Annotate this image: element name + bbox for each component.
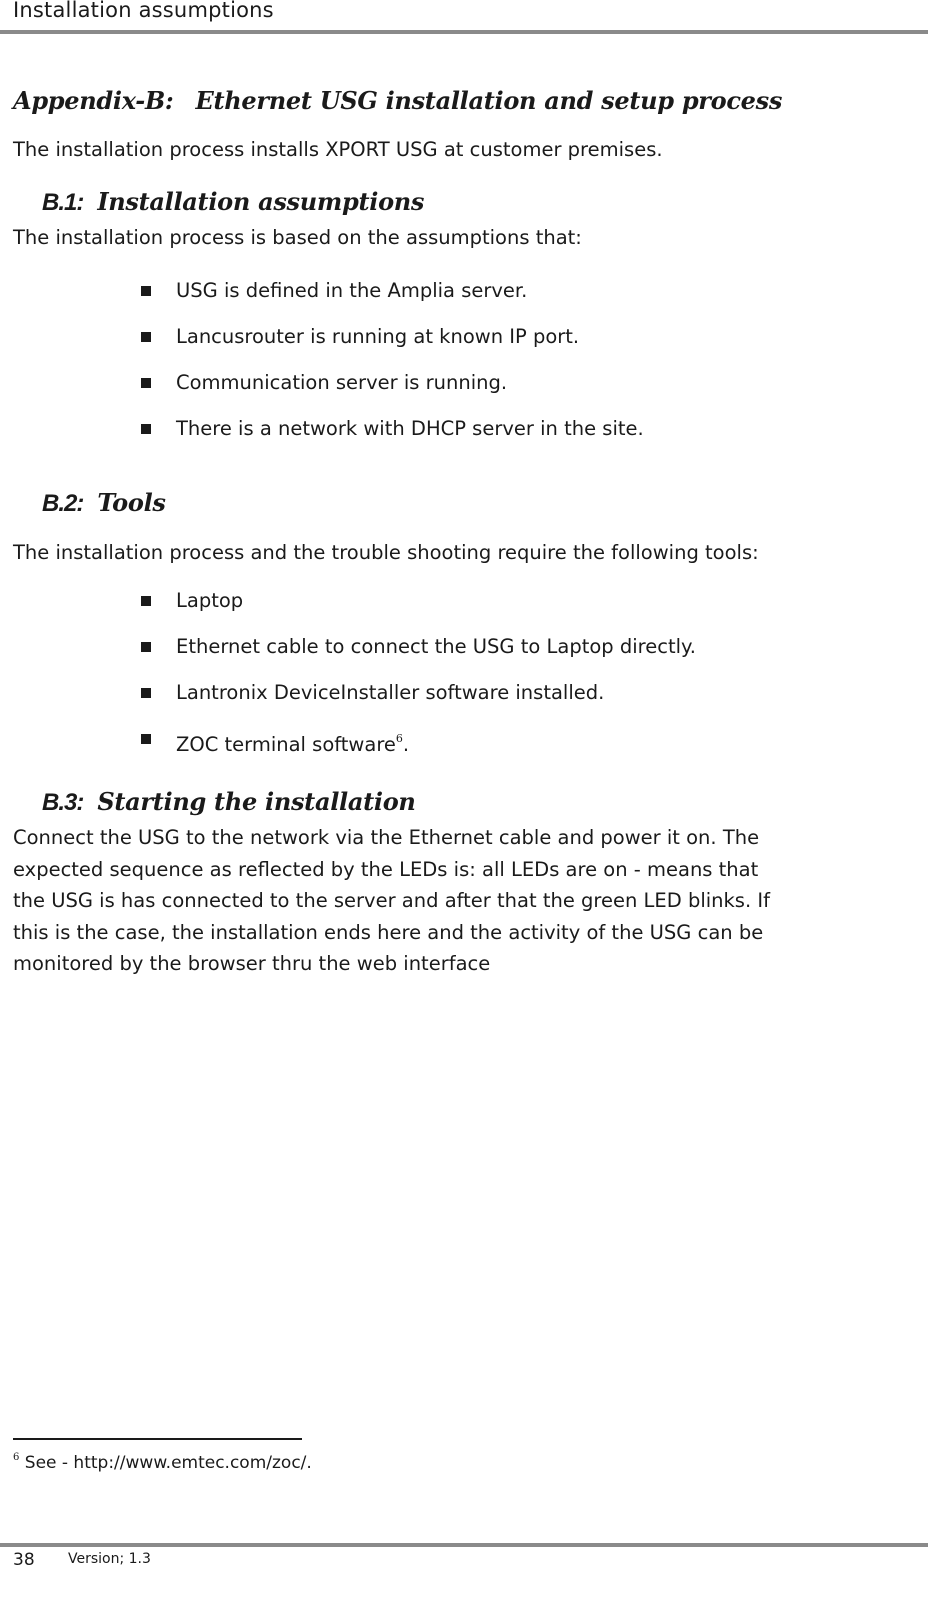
- appendix-heading: Ethernet USG installation and setup process: [195, 86, 783, 115]
- installation-paragraph: Connect the USG to the network via the Ethernet cable and power it on. The expected sequence as reflected by the LEDs is: all LEDs are on - means that the USG is has connected to the server and after that the green LED blinks. If this is the case, the installation ends here and the activity of the USG can be monitored by the browser thru the web interface: [13, 826, 770, 976]
- assumptions-list: [0, 275, 644, 459]
- header-rule: [0, 30, 928, 34]
- footnote: [13, 1452, 312, 1473]
- footnote-separator: [13, 1438, 302, 1440]
- section-number: B.1:: [42, 189, 84, 216]
- footnote-marker: 6: [13, 1452, 20, 1463]
- appendix-intro: The installation process installs XPORT USG at customer premises.: [13, 138, 663, 161]
- section-number: B.2:: [42, 490, 84, 517]
- footnote-text[interactable]: See - http://www.emtec.com/zoc/.: [24, 1453, 312, 1473]
- square-bullet-icon: [141, 642, 151, 652]
- section-heading-b3: [42, 787, 416, 817]
- version-label: Version; 1.3: [68, 1551, 151, 1567]
- footer-rule: [0, 1543, 928, 1547]
- square-bullet-icon: [141, 596, 151, 606]
- section-title: Tools: [97, 488, 166, 517]
- list-item: Ethernet cable to connect the USG to Laptop directly.: [0, 631, 696, 677]
- list-item: USG is defined in the Amplia server.: [0, 275, 644, 321]
- tools-list: [0, 585, 696, 769]
- section-heading-b2: [42, 488, 166, 518]
- footnote-reference[interactable]: 6: [395, 732, 403, 745]
- list-item: Lantronix DeviceInstaller software installed.: [0, 677, 696, 723]
- section-intro-b2: The installation process and the trouble shooting require the following tools:: [13, 541, 759, 564]
- section-title: Installation assumptions: [97, 187, 425, 216]
- section-intro-b1: The installation process is based on the assumptions that:: [13, 226, 582, 249]
- section-heading-b1: [42, 187, 424, 217]
- list-item: Communication server is running.: [0, 367, 644, 413]
- square-bullet-icon: [141, 688, 151, 698]
- list-item: ZOC terminal software$^6$.: [0, 723, 696, 769]
- appendix-label: Appendix-B:: [13, 86, 174, 115]
- list-item: There is a network with DHCP server in the site.: [0, 413, 644, 459]
- running-header: Installation assumptions: [13, 0, 274, 22]
- page-number: 38: [13, 1550, 35, 1570]
- list-item: Laptop: [0, 585, 696, 631]
- square-bullet-icon: [141, 332, 151, 342]
- section-number: B.3:: [42, 789, 84, 816]
- square-bullet-icon: [141, 286, 151, 296]
- section-title: Starting the installation: [97, 787, 416, 816]
- square-bullet-icon: [141, 734, 151, 744]
- square-bullet-icon: [141, 378, 151, 388]
- appendix-title: [13, 86, 782, 115]
- list-item: Lancusrouter is running at known IP port.: [0, 321, 644, 367]
- square-bullet-icon: [141, 424, 151, 434]
